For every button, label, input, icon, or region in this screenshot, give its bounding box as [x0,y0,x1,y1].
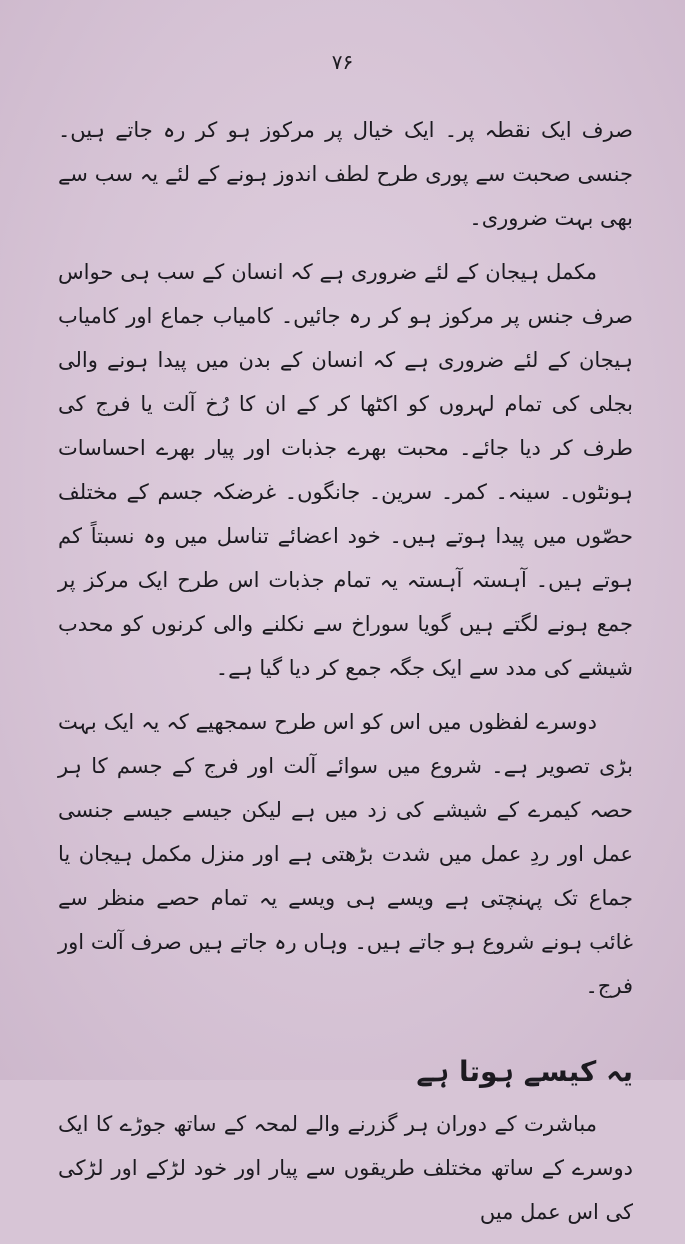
section-heading: یہ کیسے ہوتا ہے [416,1055,633,1088]
paragraph-2: مکمل ہیجان کے لئے ضروری ہے کہ انسان کے سب ہی حواس صرف جنس پر مرکوز ہو کر رہ جائیں۔ کامیاب جماع اور کامیاب ہیجان کے لئے ضروری ہے کہ انسان کے بدن میں پیدا ہونے والی بجلی کی تمام لہروں کو اکٹھا کر کے ان کا رُخ آلت یا فرج کی طرف کر دیا جائے۔ محبت بھرے جذبات اور پیار بھرے احساسات ہونٹوں۔ سینہ۔ کمر۔ سرین۔ جانگوں۔ غرضکہ جسم کے مختلف حصّوں میں پیدا ہوتے ہیں۔ خود اعضائے تناسل میں وہ نسبتاً کم ہوتے ہیں۔ آہستہ آہستہ یہ تمام جذبات اس طرح ایک مرکز پر جمع ہونے لگتے ہیں گویا سوراخ سے نکلنے والی کرنوں کو محدب شیشے کی مدد سے ایک جگہ جمع کر دیا گیا ہے۔ [58,260,633,680]
page-number: ۷۶ [331,50,354,74]
paragraph-3: دوسرے لفظوں میں اس کو اس طرح سمجھیے کہ یہ ایک بہت بڑی تصویر ہے۔ شروع میں سوائے آلت اور فرج کے جسم کا ہر حصہ کیمرے کے شیشے کی زد میں ہے لیکن جیسے جیسے جنسی عمل اور ردِ عمل میں شدت بڑھتی ہے اور منزل مکمل ہیجان یا جماع تک پہنچتی ہے ویسے ہی ویسے یہ تمام حصے منظر سے غائب ہونے شروع ہو جاتے ہیں۔ وہاں رہ جاتے ہیں صرف آلت اور فرج۔ [58,710,633,998]
paragraph-1: صرف ایک نقطہ پر۔ ایک خیال پر مرکوز ہو کر رہ جاتے ہیں۔ جنسی صحبت سے پوری طرح لطف اندوز ہونے کے لئے یہ سب سے بھی بہت ضروری۔ [58,118,633,230]
paragraph-4: مباشرت کے دوران ہر گزرنے والے لمحہ کے ساتھ جوڑے کا ایک دوسرے کے ساتھ مختلف طریقوں سے پیار اور خود لڑکے اور لڑکی کی اس عمل میں [58,1112,633,1224]
page-body [58,108,633,1244]
